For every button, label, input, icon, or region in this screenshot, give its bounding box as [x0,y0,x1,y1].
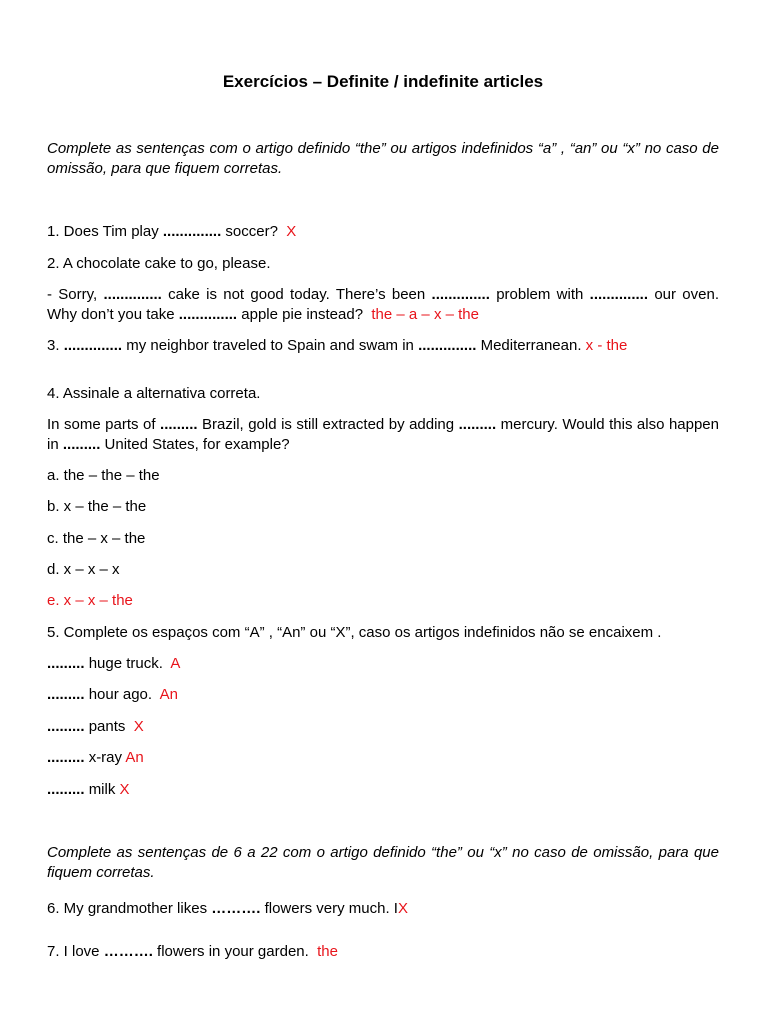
q5-item [47,748,719,768]
q3-part: 3. [47,337,60,354]
q6-text-start: 6. My grandmother likes [47,900,208,917]
question-6 [47,899,719,919]
q5-item-text: hour ago. [88,686,153,703]
q7-text-start: 7. I love [47,943,100,960]
q2b-part: cake is not good today. There’s been [168,286,426,303]
q7-text-end: flowers in your garden. [157,943,309,960]
blank: ......... [458,416,497,433]
page-title: Exercícios – Definite / indefinite articles [222,72,544,91]
question-1 [47,222,719,242]
question-2-reply [47,285,719,325]
q5-item [47,717,719,737]
blank: ......... [47,718,85,735]
blank: .............. [431,286,490,303]
answer: X [397,900,408,917]
blank: .............. [162,223,222,240]
answer: X [286,223,297,240]
q5-item-text: x-ray [88,749,123,766]
q6-text-end: flowers very much. I [264,900,398,917]
blank: ......... [62,436,101,453]
blank: ......... [47,749,85,766]
answer: x - the [585,337,628,354]
q5-item [47,685,719,705]
instruction-1: Complete as sentenças com o artigo definido “the” ou artigos indefinidos “a” , “an” ou “x” no caso de omissão, para que fiquem corretas. [47,140,719,177]
option-e-correct: e. x – x – the [47,592,133,609]
q4-part: United States, for example? [104,436,290,453]
blank: .............. [418,337,477,354]
q4-part: Brazil, gold is still extracted by adding [202,416,455,433]
blank: ………. [103,943,153,960]
q2b-part: - Sorry, [47,286,98,303]
blank: ………. [211,900,261,917]
answer: An [125,749,144,766]
answer: the [317,943,338,960]
option-d: d. x – x – x [47,561,120,578]
q3-part: my neighbor traveled to Spain and swam in [126,337,414,354]
answer: X [119,781,130,798]
q4-part: In some parts of [47,416,156,433]
blank: .............. [103,286,162,303]
q5-item [47,654,719,674]
q4-part: mercury. Would this also happen in [47,416,719,453]
blank: .............. [63,337,123,354]
option-a: a. the – the – the [47,467,160,484]
q2b-part: our oven. Why don’t you take [47,286,719,323]
blank: ......... [160,416,198,433]
answer: the – a – x – the [371,306,479,323]
q2b-part: problem with [496,286,584,303]
blank: ......... [47,655,85,672]
option-b: b. x – the – the [47,498,147,515]
question-2: 2. A chocolate cake to go, please. [47,255,271,272]
blank: .............. [178,306,238,323]
q1-text-start: 1. Does Tim play [47,223,159,240]
blank: .............. [589,286,649,303]
question-4-heading: 4. Assinale a alternativa correta. [47,385,261,402]
q5-item-text: pants [88,718,126,735]
question-3 [47,336,719,356]
answer: A [170,655,181,672]
q5-item-text: huge truck. [88,655,163,672]
answer: X [133,718,144,735]
q1-text-end: soccer? [225,223,278,240]
q5-item-text: milk [88,781,116,798]
question-5-heading: 5. Complete os espaços com “A” , “An” ou “X”, caso os artigos indefinidos não se encaixem . [47,624,662,641]
q5-item [47,780,719,800]
q3-part: Mediterranean. [480,337,582,354]
question-4-text [47,415,719,455]
option-c: c. the – x – the [47,530,146,547]
instruction-2: Complete as sentenças de 6 a 22 com o artigo definido “the” ou “x” no caso de omissão, para que fiquem corretas. [47,844,719,881]
q2b-part: apple pie instead? [241,306,364,323]
blank: ......... [47,781,85,798]
answer: An [159,686,178,703]
question-7 [47,942,719,962]
blank: ......... [47,686,85,703]
